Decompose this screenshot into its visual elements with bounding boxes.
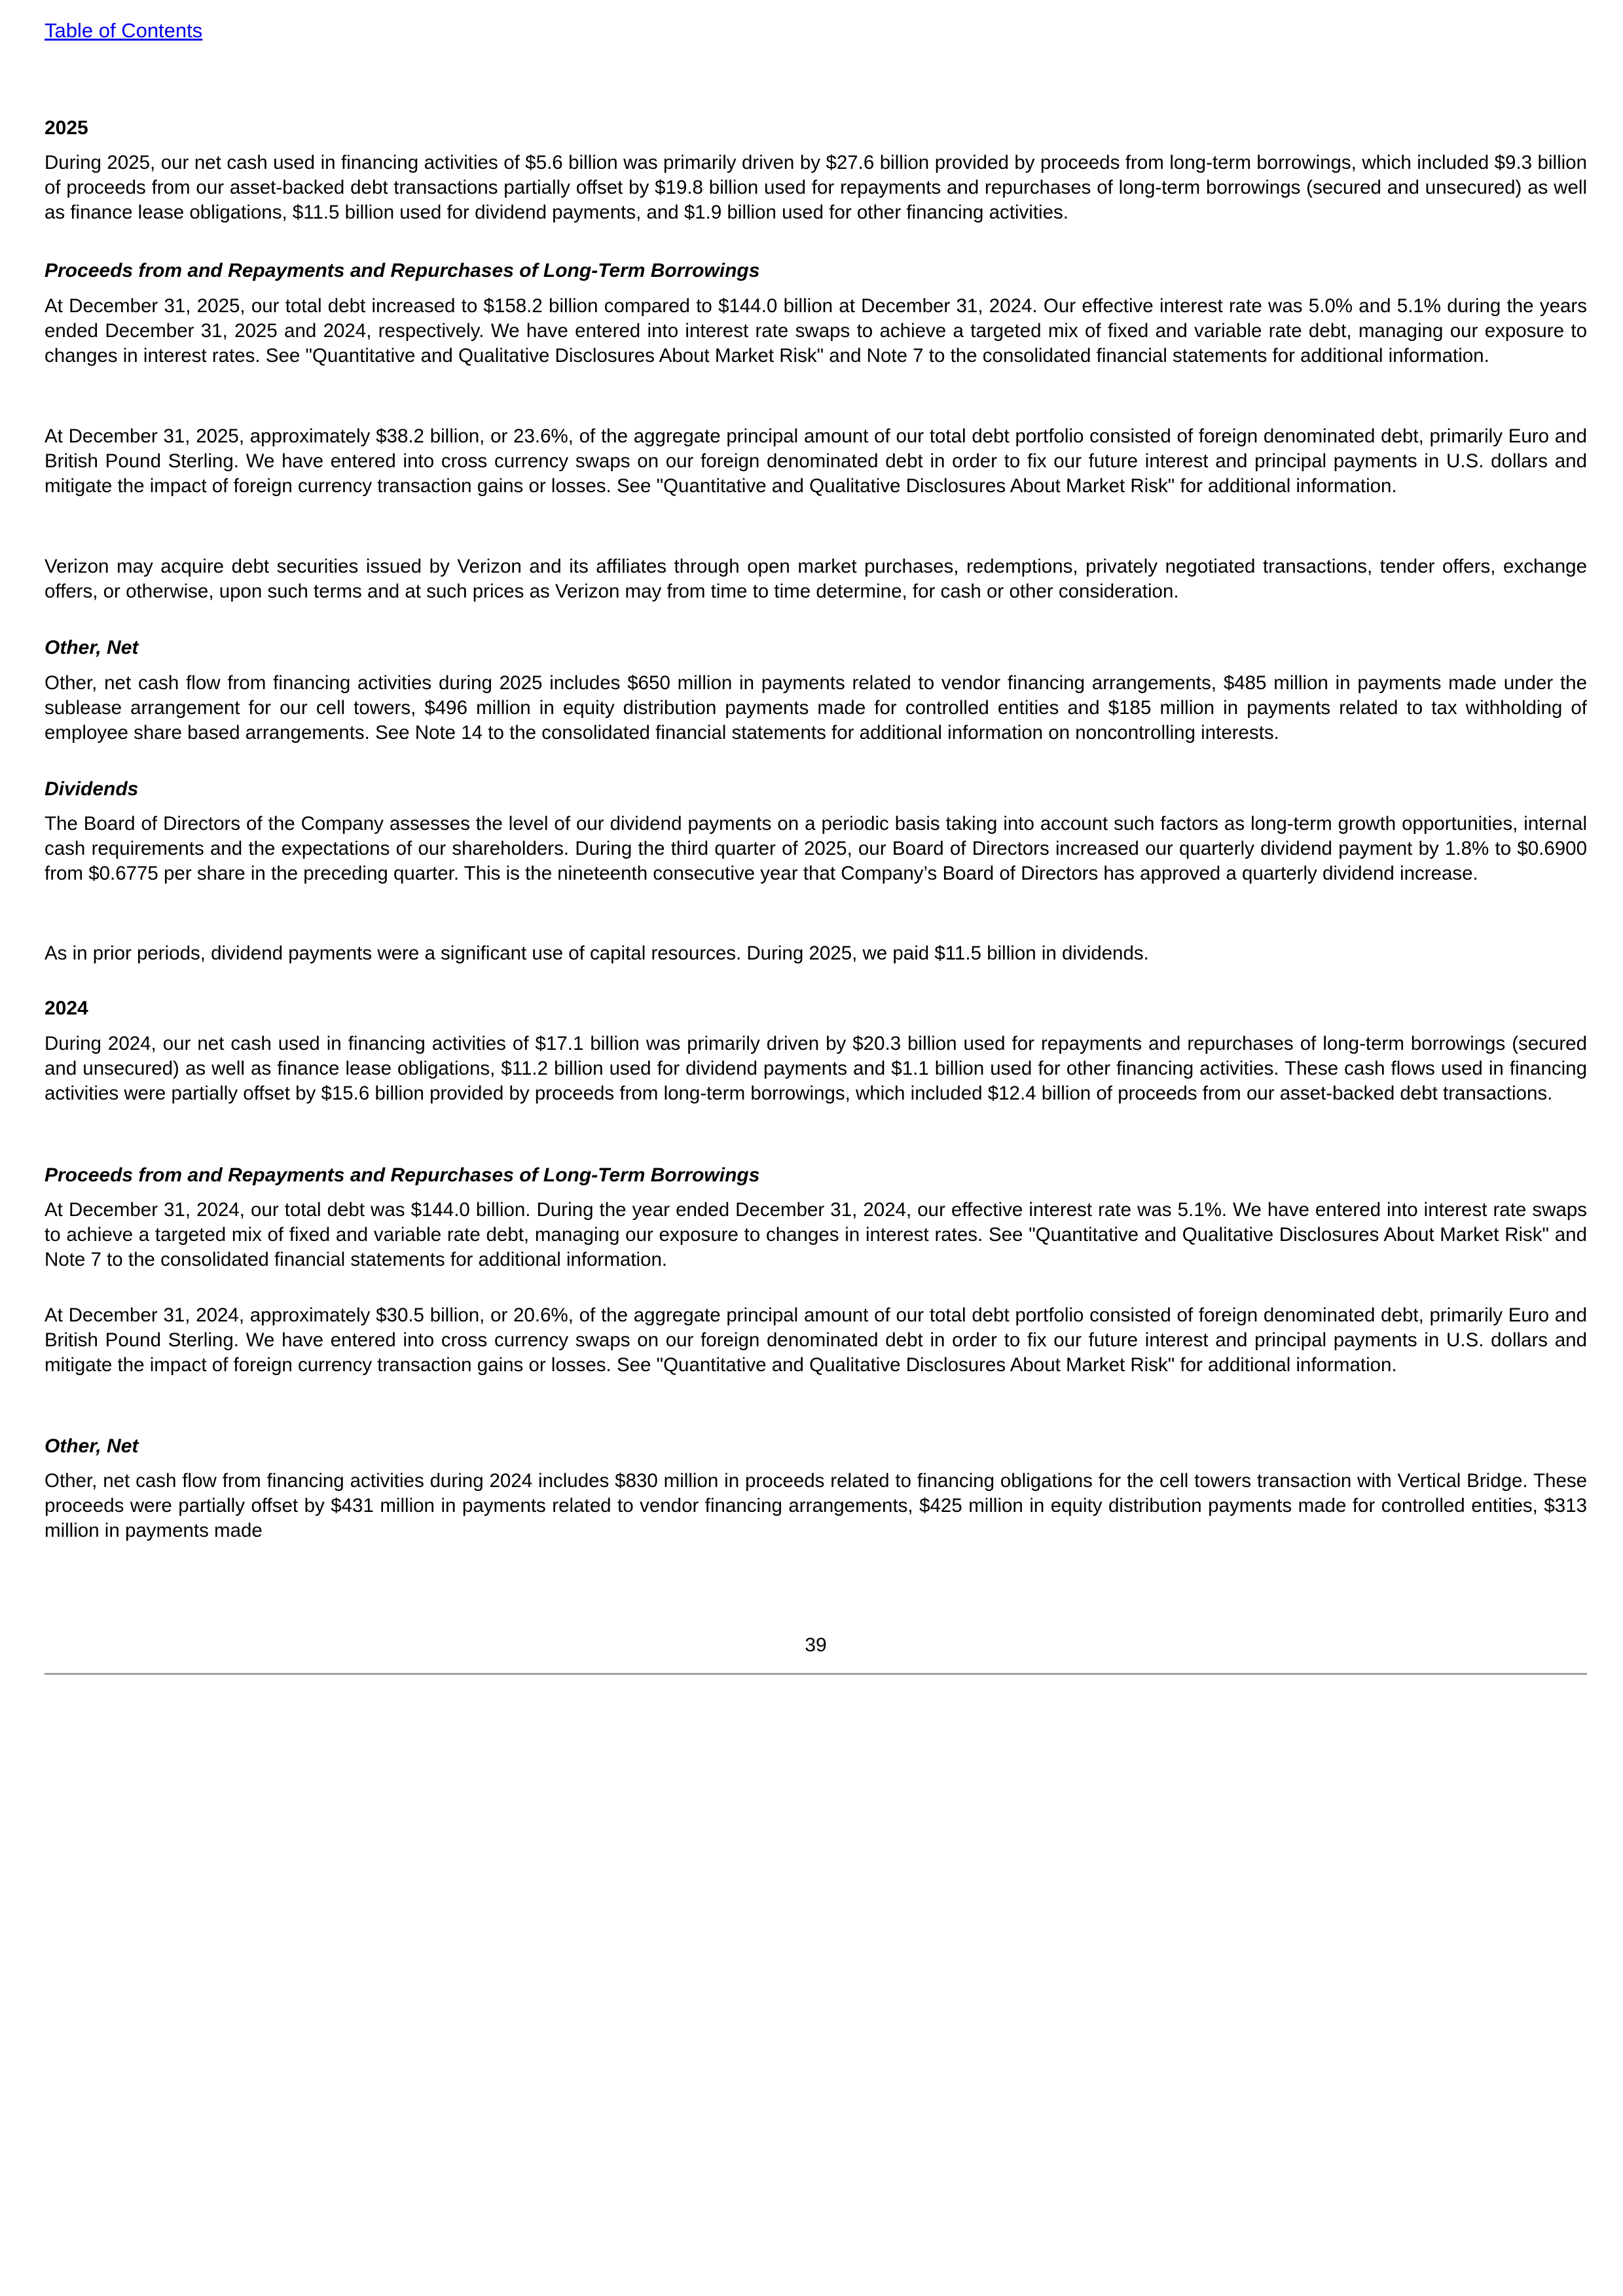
- year-heading-2025: 2025: [45, 117, 88, 139]
- section-2025-borrowings-p3-block: [45, 554, 1587, 604]
- paragraph-2025-other-net: Other, net cash flow from financing activities during 2025 includes $650 million in payments related to vendor financing arrangements, $485 million in payments made under the sublease arrangement for our cell towers, $496 million in equity distribution payments made for controlled entities and $185 million in payments related to tax withholding of employee share based arrangements. See Note 14 to the consolidated financial statements for additional information on noncontrolling interests.: [45, 672, 1587, 744]
- subheading-2025-borrowings: Proceeds from and Repayments and Repurchases of Long-Term Borrowings: [45, 260, 760, 281]
- section-2025-borrowings-p1-block: [45, 294, 1587, 368]
- section-2025-dividends-heading-block: [45, 776, 1587, 802]
- section-2025-dividends-p1-block: [45, 812, 1587, 886]
- section-2024-other-heading-block: [45, 1433, 1587, 1460]
- footer-divider: [45, 1673, 1587, 1675]
- section-2025-borrowings-p2-block: [45, 424, 1587, 499]
- section-2025-other-heading-block: [45, 635, 1587, 661]
- section-2024-intro-block: [45, 1031, 1587, 1106]
- section-2025-other-p1-block: [45, 671, 1587, 745]
- year-heading-2024: 2024: [45, 997, 88, 1019]
- section-2024-other-p1-block: [45, 1469, 1587, 1543]
- paragraph-2024-borrowings-2: At December 31, 2024, approximately $30.5 billion, or 20.6%, of the aggregate principal amount of our total debt portfolio consisted of foreign denominated debt, primarily Euro and British Pound Sterling. We have entered into cross currency swaps on our foreign denominated debt in order to fix our future interest and principal payments in U.S. dollars and mitigate the impact of foreign currency transaction gains or losses. See "Quantitative and Qualitative Disclosures About Market Risk" for additional information.: [45, 1304, 1587, 1376]
- subheading-2025-other-net: Other, Net: [45, 637, 139, 658]
- section-2025-dividends-p2-block: [45, 941, 1587, 966]
- subheading-2024-borrowings: Proceeds from and Repayments and Repurchases of Long-Term Borrowings: [45, 1164, 760, 1186]
- section-2024-borrowings-p1-block: [45, 1198, 1587, 1272]
- paragraph-2024-borrowings-1: At December 31, 2024, our total debt was $144.0 billion. During the year ended December 31, 2024, our effective interest rate was 5.1%. We have entered into interest rate swaps to achieve a targeted mix of fixed and variable rate debt, managing our exposure to changes in interest rates. See "Quantitative and Qualitative Disclosures About Market Risk" and Note 7 to the consolidated financial statements for additional information.: [45, 1199, 1587, 1270]
- paragraph-2025-dividends-2: As in prior periods, dividend payments were a significant use of capital resources. During 2025, we paid $11.5 billion in dividends.: [45, 942, 1149, 964]
- paragraph-2025-intro: During 2025, our net cash used in financing activities of $5.6 billion was primarily driven by $27.6 billion provided by proceeds from long-term borrowings, which included $9.3 billion of proceeds from our asset-backed debt transactions partially offset by $19.8 billion used for repayments and repurchases of long-term borrowings (secured and unsecured) as well as finance lease obligations, $11.5 billion used for dividend payments, and $1.9 billion used for other financing activities.: [45, 152, 1587, 223]
- subheading-2024-other-net: Other, Net: [45, 1435, 139, 1457]
- paragraph-2024-other-net: Other, net cash flow from financing activities during 2024 includes $830 million in proceeds related to financing obligations for the cell towers transaction with Vertical Bridge. These proceeds were partially offset by $431 million in payments related to vendor financing arrangements, $425 million in equity distribution payments made for controlled entities, $313 million in payments made: [45, 1470, 1587, 1541]
- section-2024-borrowings-heading-block: [45, 1162, 1587, 1189]
- paragraph-2025-borrowings-2: At December 31, 2025, approximately $38.2 billion, or 23.6%, of the aggregate principal amount of our total debt portfolio consisted of foreign denominated debt, primarily Euro and British Pound Sterling. We have entered into cross currency swaps on our foreign denominated debt in order to fix our future interest and principal payments in U.S. dollars and mitigate the impact of foreign currency transaction gains or losses. See "Quantitative and Qualitative Disclosures About Market Risk" for additional information.: [45, 425, 1587, 497]
- paragraph-2025-dividends-1: The Board of Directors of the Company assesses the level of our dividend payments on a periodic basis taking into account such factors as long-term growth opportunities, internal cash requirements and the expectations of our shareholders. During the third quarter of 2025, our Board of Directors increased our quarterly dividend payment by 1.8% to $0.6900 from $0.6775 per share in the preceding quarter. This is the nineteenth consecutive year that Company’s Board of Directors has approved a quarterly dividend increase.: [45, 813, 1587, 884]
- section-2024-heading: [45, 996, 1587, 1022]
- subheading-2025-dividends: Dividends: [45, 778, 139, 800]
- table-of-contents-link[interactable]: Table of Contents: [45, 19, 203, 42]
- section-2025-heading: [45, 115, 1587, 141]
- section-2024-borrowings-p2-block: [45, 1303, 1587, 1378]
- section-2025-intro-block: [45, 151, 1587, 225]
- paragraph-2025-borrowings-3: Verizon may acquire debt securities issued by Verizon and its affiliates through open market purchases, redemptions, privately negotiated transactions, tender offers, exchange offers, or otherwise, upon such terms and at such prices as Verizon may from time to time determine, for cash or other consideration.: [45, 556, 1587, 602]
- paragraph-2024-intro: During 2024, our net cash used in financing activities of $17.1 billion was primarily driven by $20.3 billion used for repayments and repurchases of long-term borrowings (secured and unsecured) as well as finance lease obligations, $11.2 billion used for dividend payments and $1.1 billion used for other financing activities. These cash flows used in financing activities were partially offset by $15.6 billion provided by proceeds from long-term borrowings, which included $12.4 billion of proceeds from our asset-backed debt transactions.: [45, 1033, 1587, 1104]
- page-number: 39: [805, 1634, 827, 1656]
- paragraph-2025-borrowings-1: At December 31, 2025, our total debt increased to $158.2 billion compared to $144.0 billion at December 31, 2024. Our effective interest rate was 5.0% and 5.1% during the years ended December 31, 2025 and 2024, respectively. We have entered into interest rate swaps to achieve a targeted mix of fixed and variable rate debt, managing our exposure to changes in interest rates. See "Quantitative and Qualitative Disclosures About Market Risk" and Note 7 to the consolidated financial statements for additional information.: [45, 295, 1587, 367]
- section-2025-borrowings-heading-block: [45, 258, 1587, 284]
